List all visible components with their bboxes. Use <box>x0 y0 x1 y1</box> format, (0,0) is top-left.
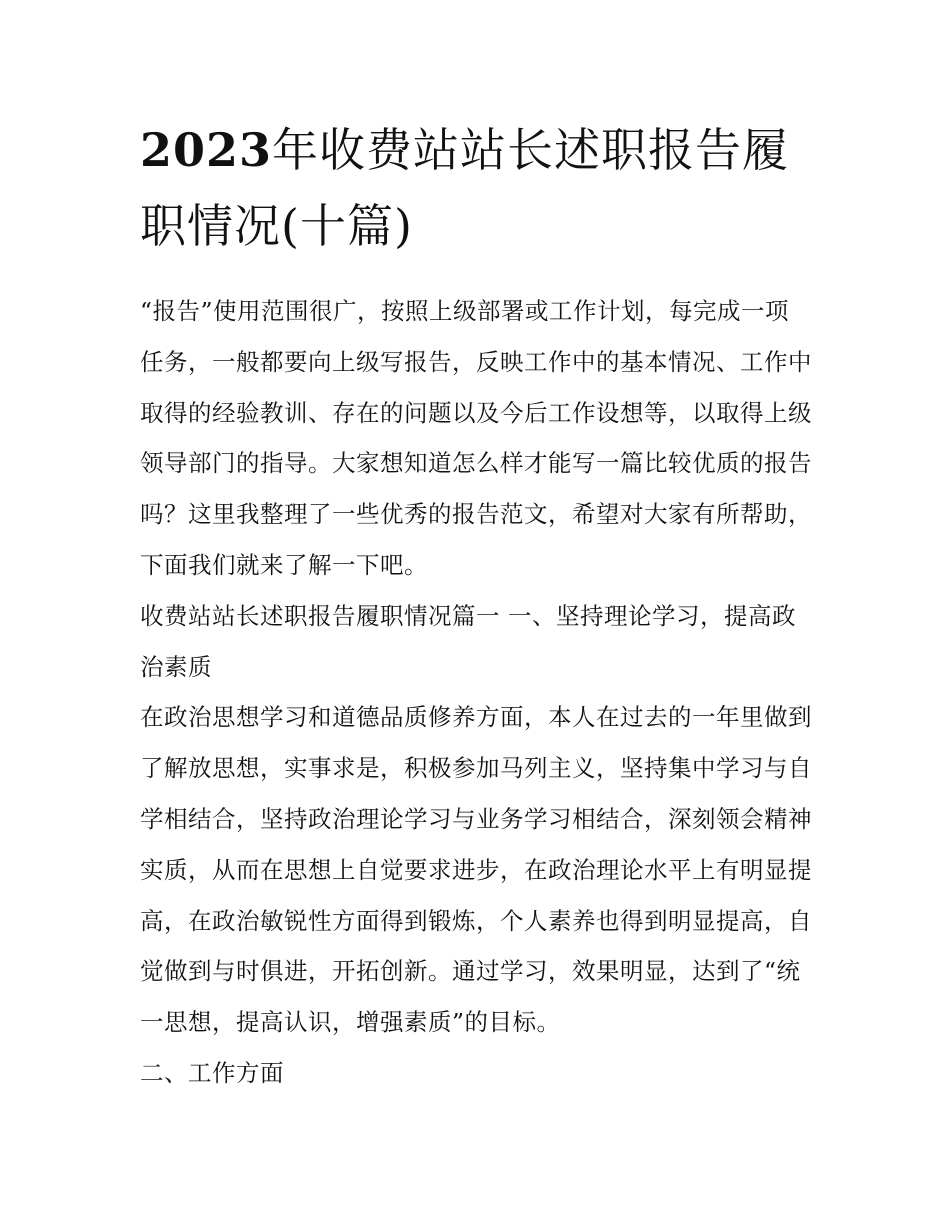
body-paragraph: 在政治思想学习和道德品质修养方面，本人在过去的一年里做到了解放思想，实事求是，积极参加马列主义，坚持集中学习与自学相结合，坚持政治理论学习与业务学习相结合，深刻领会精神实质，从而在思想上自觉要求进步，在政治理论水平上有明显提高，在政治敏锐性方面得到锻炼，个人素养也得到明显提高，自觉做到与时俱进，开拓创新。通过学习，效果明显，达到了“统一思想，提高认识，增强素质”的目标。 <box>140 703 812 1037</box>
title-text: 年收费站站长述职报告履职情况(十篇) <box>140 123 790 253</box>
document-page <box>140 112 812 1099</box>
intro-paragraph: “报告”使用范围很广，按照上级部署或工作计划，每完成一项任务，一般都要向上级写报告，反映工作中的基本情况、工作中取得的经验教训、存在的问题以及今后工作设想等，以取得上级领导部门的指导。大家想知道怎么样才能写一篇比较优质的报告吗？这里我整理了一些优秀的报告范文，希望对大家有所帮助，下面我们就来了解一下吧。 <box>140 297 812 579</box>
document-title <box>140 112 812 264</box>
section-heading-2: 二、工作方面 <box>140 1058 284 1087</box>
title-year: 2023 <box>140 123 273 177</box>
title-spacer <box>140 264 812 286</box>
section-heading-1: 收费站站长述职报告履职情况篇一 一、坚持理论学习，提高政治素质 <box>140 601 796 681</box>
